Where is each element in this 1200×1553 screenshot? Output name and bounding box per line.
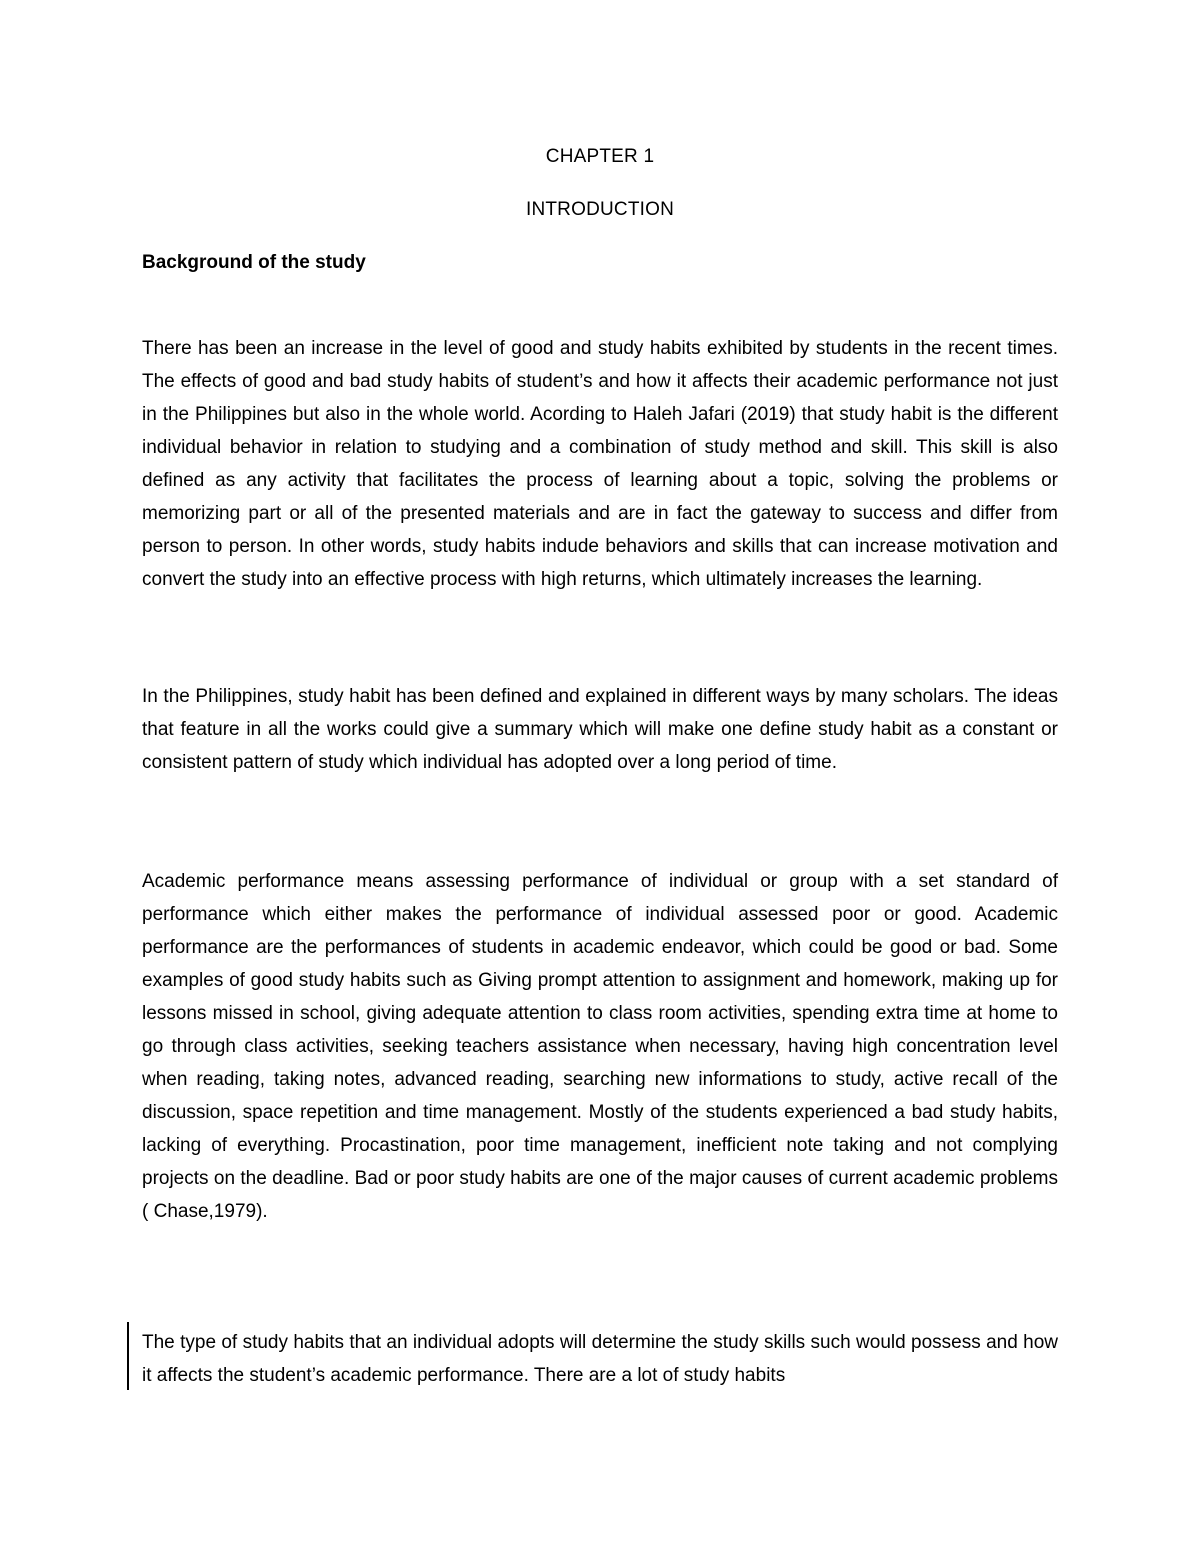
paragraph-1: There has been an increase in the level of good and study habits exhibited by students in the recent times. The effects of good and bad study habits of student’s and how it affects their academic performance not just in the Philippines but also in the whole world. Acording to Haleh Jafari (2019) that study habit is the different individual behavior in relation to studying and a combination of study method and skill. This skill is also defined as any activity that facilitates the process of learning about a topic, solving the problems or memorizing part or all of the presented materials and are in fact the gateway to success and differ from person to person. In other words, study habits indude behaviors and skills that can increase motivation and convert the study into an effective process with high returns, which ultimately increases the learning. <box>142 338 1058 590</box>
revision-change-bar <box>127 1322 129 1390</box>
section-heading: Background of the study <box>142 252 366 273</box>
chapter-heading: CHAPTER 1 <box>545 146 655 167</box>
paragraph-2: In the Philippines, study habit has been defined and explained in different ways by many scholars. The ideas that feature in all the works could give a summary which will make one define study habit as a constant or consistent pattern of study which individual has adopted over a long period of time. <box>142 686 1058 773</box>
paragraph-3: Academic performance means assessing performance of individual or group with a set standard of performance which either makes the performance of individual assessed poor or good. Academic performance are the performances of students in academic endeavor, which could be good or bad. Some examples of good study habits such as Giving prompt attention to assignment and homework, making up for lessons missed in school, giving adequate attention to class room activities, spending extra time at home to go through class activities, seeking teachers assistance when necessary, having high concentration level when reading, taking notes, advanced reading, searching new informations to study, active recall of the discussion, space repetition and time management. Mostly of the students experienced a bad study habits, lacking of everything. Procastination, poor time management, inefficient note taking and not complying projects on the deadline. Bad or poor study habits are one of the major causes of current academic problems ( Chase,1979). <box>142 871 1058 1222</box>
introduction-heading: INTRODUCTION <box>525 199 675 220</box>
paragraph-4: The type of study habits that an individual adopts will determine the study skills such would possess and how it affects the student’s academic performance. There are a lot of study habits <box>142 1332 1058 1386</box>
